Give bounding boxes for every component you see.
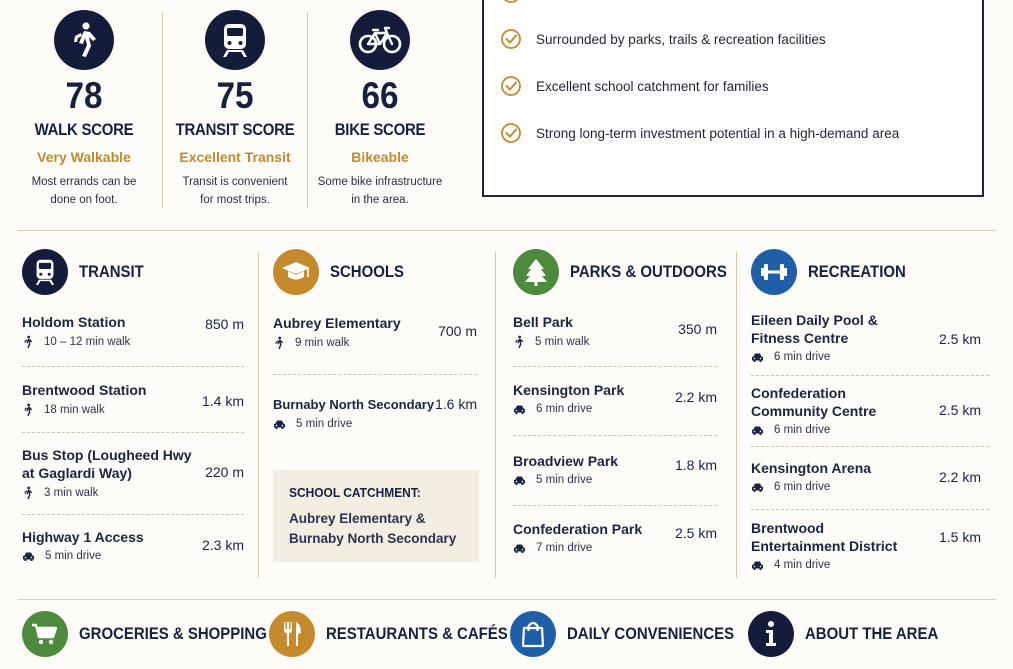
- bike-score-description: [310, 173, 450, 209]
- schools-header: [273, 248, 477, 296]
- car-icon: [22, 551, 35, 562]
- car-icon: [751, 482, 764, 493]
- recreation-section: [751, 248, 981, 578]
- item-name: Bell Park: [513, 314, 573, 330]
- parks-section: [513, 248, 727, 578]
- item-distance: 350 m: [678, 321, 717, 337]
- item-travel-text: 18 min walk: [44, 404, 105, 416]
- transit-item: [22, 313, 244, 349]
- item-distance: 2.5 km: [674, 525, 717, 541]
- transit-item: [22, 381, 244, 417]
- walking-person-icon: [273, 336, 285, 350]
- column-divider: [495, 252, 496, 578]
- transit-desc-line1: Transit is convenient: [182, 176, 288, 188]
- schools-title: SCHOOLS: [330, 262, 404, 281]
- item-travel: [273, 418, 477, 430]
- parks-item: [513, 520, 717, 554]
- walking-person-icon: [54, 10, 114, 70]
- item-travel: [751, 351, 981, 363]
- item-travel-text: 6 min drive: [774, 424, 831, 436]
- row-divider: [513, 366, 717, 367]
- info-icon: [748, 611, 794, 657]
- item-distance: 2.3 km: [201, 537, 244, 553]
- item-distance: 220 m: [205, 464, 244, 480]
- car-icon: [513, 475, 526, 486]
- item-distance: 1.5 km: [938, 529, 981, 545]
- transit-section: [22, 248, 244, 578]
- transit-item: [22, 446, 244, 500]
- item-travel-text: 6 min drive: [774, 351, 831, 363]
- walk-score-block: [14, 10, 154, 209]
- score-divider: [307, 12, 308, 208]
- transit-score-number: 75: [216, 75, 254, 116]
- column-divider: [736, 252, 737, 578]
- walk-score-number: 78: [65, 75, 103, 116]
- walking-person-icon: [22, 403, 34, 417]
- recreation-title: RECREATION: [808, 262, 906, 281]
- transit-title: TRANSIT: [79, 262, 144, 281]
- car-icon: [273, 419, 286, 430]
- parks-item: [513, 313, 717, 349]
- bike-score-number: 66: [361, 75, 399, 116]
- item-distance: 2.5 km: [938, 331, 981, 347]
- bike-score-label: BIKE SCORE: [334, 120, 426, 139]
- parks-item: [513, 452, 717, 486]
- item-travel-text: 5 min drive: [45, 550, 102, 562]
- transit-score-block: [165, 10, 305, 209]
- parks-item: [513, 381, 717, 415]
- conveniences-title: DAILY CONVENIENCES: [567, 624, 735, 643]
- item-travel-text: 10 – 12 min walk: [44, 336, 131, 348]
- row-divider: [513, 435, 717, 436]
- item-travel: [513, 335, 717, 349]
- item-distance: 850 m: [205, 316, 244, 332]
- item-name: Confederation: [751, 385, 846, 401]
- highlight-item: [500, 75, 769, 97]
- dumbbell-icon: [751, 249, 797, 295]
- restaurants-title: RESTAURANTS & CAFÉS: [326, 624, 508, 643]
- item-travel-text: 5 min walk: [535, 336, 590, 348]
- car-icon: [513, 404, 526, 415]
- transit-header: [22, 248, 244, 296]
- item-name: Highway 1 Access: [22, 529, 144, 545]
- item-travel: [751, 424, 981, 436]
- schools-item: [273, 396, 477, 430]
- item-travel: [22, 335, 244, 349]
- item-distance: 1.6 km: [434, 396, 477, 412]
- item-name: Brentwood Station: [22, 382, 147, 398]
- about-header: [748, 610, 956, 658]
- item-name-line2: Fitness Centre: [751, 330, 849, 346]
- row-divider: [751, 509, 989, 510]
- bike-desc-line2: in the area.: [351, 194, 409, 206]
- walk-score-description: [14, 173, 154, 209]
- walking-person-icon: [22, 486, 34, 500]
- walk-score-rating: Very Walkable: [37, 149, 131, 165]
- item-travel-text: 6 min drive: [774, 481, 831, 493]
- car-icon: [751, 425, 764, 436]
- transit-score-label: TRANSIT SCORE: [175, 120, 295, 139]
- catchment-line2: Burnaby North Secondary: [289, 531, 457, 546]
- item-distance: 1.8 km: [674, 457, 717, 473]
- walk-desc-line1: Most errands can be: [31, 176, 137, 188]
- item-travel-text: 9 min walk: [295, 337, 350, 349]
- train-icon: [205, 10, 265, 70]
- item-distance: 1.4 km: [201, 393, 244, 409]
- highlight-text: Excellent school catchment for families: [536, 78, 769, 94]
- item-name: Kensington Arena: [751, 460, 872, 476]
- item-travel: [22, 486, 244, 500]
- item-distance: 2.2 km: [938, 469, 981, 485]
- check-circle-icon: [500, 75, 522, 97]
- highlight-item: [500, 28, 826, 50]
- recreation-item: [751, 384, 981, 436]
- fork-knife-icon: [269, 611, 315, 657]
- groceries-header: [22, 610, 292, 658]
- item-travel: [513, 542, 717, 554]
- item-travel-text: 4 min drive: [774, 559, 831, 571]
- about-title: ABOUT THE AREA: [805, 624, 939, 643]
- car-icon: [513, 543, 526, 554]
- section-divider: [18, 599, 996, 600]
- item-distance: 700 m: [438, 323, 477, 339]
- item-distance: 2.5 km: [938, 402, 981, 418]
- school-catchment-box: [273, 470, 479, 562]
- bike-score-rating: Bikeable: [351, 149, 409, 165]
- walking-person-icon: [513, 335, 525, 349]
- row-divider: [273, 374, 477, 375]
- catchment-title: SCHOOL CATCHMENT:: [289, 485, 421, 500]
- highlight-item: [500, 122, 899, 144]
- check-circle-icon: [500, 28, 522, 50]
- item-name: Burnaby North Secondary: [273, 397, 435, 412]
- recreation-item: [751, 519, 981, 571]
- train-icon: [22, 249, 68, 295]
- walking-person-icon: [22, 335, 34, 349]
- item-travel: [513, 474, 717, 486]
- bicycle-icon: [350, 10, 410, 70]
- walk-score-label: WALK SCORE: [34, 120, 134, 139]
- item-name: Broadview Park: [513, 453, 619, 469]
- item-name-line2: Entertainment District: [751, 538, 898, 554]
- item-travel-text: 7 min drive: [536, 542, 593, 554]
- walk-desc-line2: done on foot.: [50, 194, 118, 206]
- check-circle-icon: [500, 122, 522, 144]
- bike-score-block: [310, 10, 450, 209]
- row-divider: [22, 366, 244, 367]
- catchment-schools: [289, 509, 463, 549]
- item-travel: [751, 559, 981, 571]
- highlights-box: [482, 0, 984, 197]
- item-travel-text: 3 min walk: [44, 487, 99, 499]
- recreation-header: [751, 248, 981, 296]
- item-name-line2: Community Centre: [751, 403, 877, 419]
- item-name-line2: at Gaglardi Way): [22, 465, 132, 481]
- shopping-bag-icon: [510, 611, 556, 657]
- transit-item: [22, 528, 244, 562]
- transit-score-rating: Excellent Transit: [179, 149, 291, 165]
- recreation-item: [751, 459, 981, 493]
- row-divider: [22, 514, 244, 515]
- restaurants-header: [269, 610, 533, 658]
- tree-icon: [513, 249, 559, 295]
- item-name: Holdom Station: [22, 314, 126, 330]
- item-travel-text: 6 min drive: [536, 403, 593, 415]
- item-name: Bus Stop (Lougheed Hwy: [22, 447, 192, 463]
- score-divider: [162, 12, 163, 208]
- parks-header: [513, 248, 727, 296]
- car-icon: [751, 352, 764, 363]
- schools-item: [273, 314, 477, 350]
- parks-title: PARKS & OUTDOORS: [570, 262, 727, 281]
- groceries-title: GROCERIES & SHOPPING: [79, 624, 267, 643]
- row-divider: [22, 432, 244, 433]
- item-name: Brentwood: [751, 520, 825, 536]
- catchment-line1: Aubrey Elementary &: [289, 511, 426, 526]
- highlight-text: Surrounded by parks, trails & recreation facilities: [536, 31, 826, 47]
- conveniences-header: [510, 610, 757, 658]
- highlight-text: Strong long-term investment potential in a high-demand area: [536, 125, 900, 141]
- check-circle-icon: [500, 0, 522, 4]
- bike-desc-line1: Some bike infrastructure: [317, 176, 443, 188]
- item-travel-text: 5 min drive: [296, 418, 353, 430]
- row-divider: [751, 375, 989, 376]
- transit-desc-line2: for most trips.: [200, 194, 270, 206]
- item-name: Aubrey Elementary: [273, 315, 401, 331]
- section-divider: [18, 230, 996, 231]
- row-divider: [513, 505, 717, 506]
- graduation-cap-icon: [273, 249, 319, 295]
- recreation-item: [751, 311, 981, 363]
- item-distance: 2.2 km: [674, 389, 717, 405]
- item-name: Eileen Daily Pool &: [751, 312, 878, 328]
- shopping-cart-icon: [22, 611, 68, 657]
- column-divider: [258, 252, 259, 578]
- row-divider: [751, 446, 989, 447]
- item-name: Kensington Park: [513, 382, 625, 398]
- item-travel-text: 5 min drive: [536, 474, 593, 486]
- car-icon: [751, 560, 764, 571]
- transit-score-description: [165, 173, 305, 209]
- item-name: Confederation Park: [513, 521, 643, 537]
